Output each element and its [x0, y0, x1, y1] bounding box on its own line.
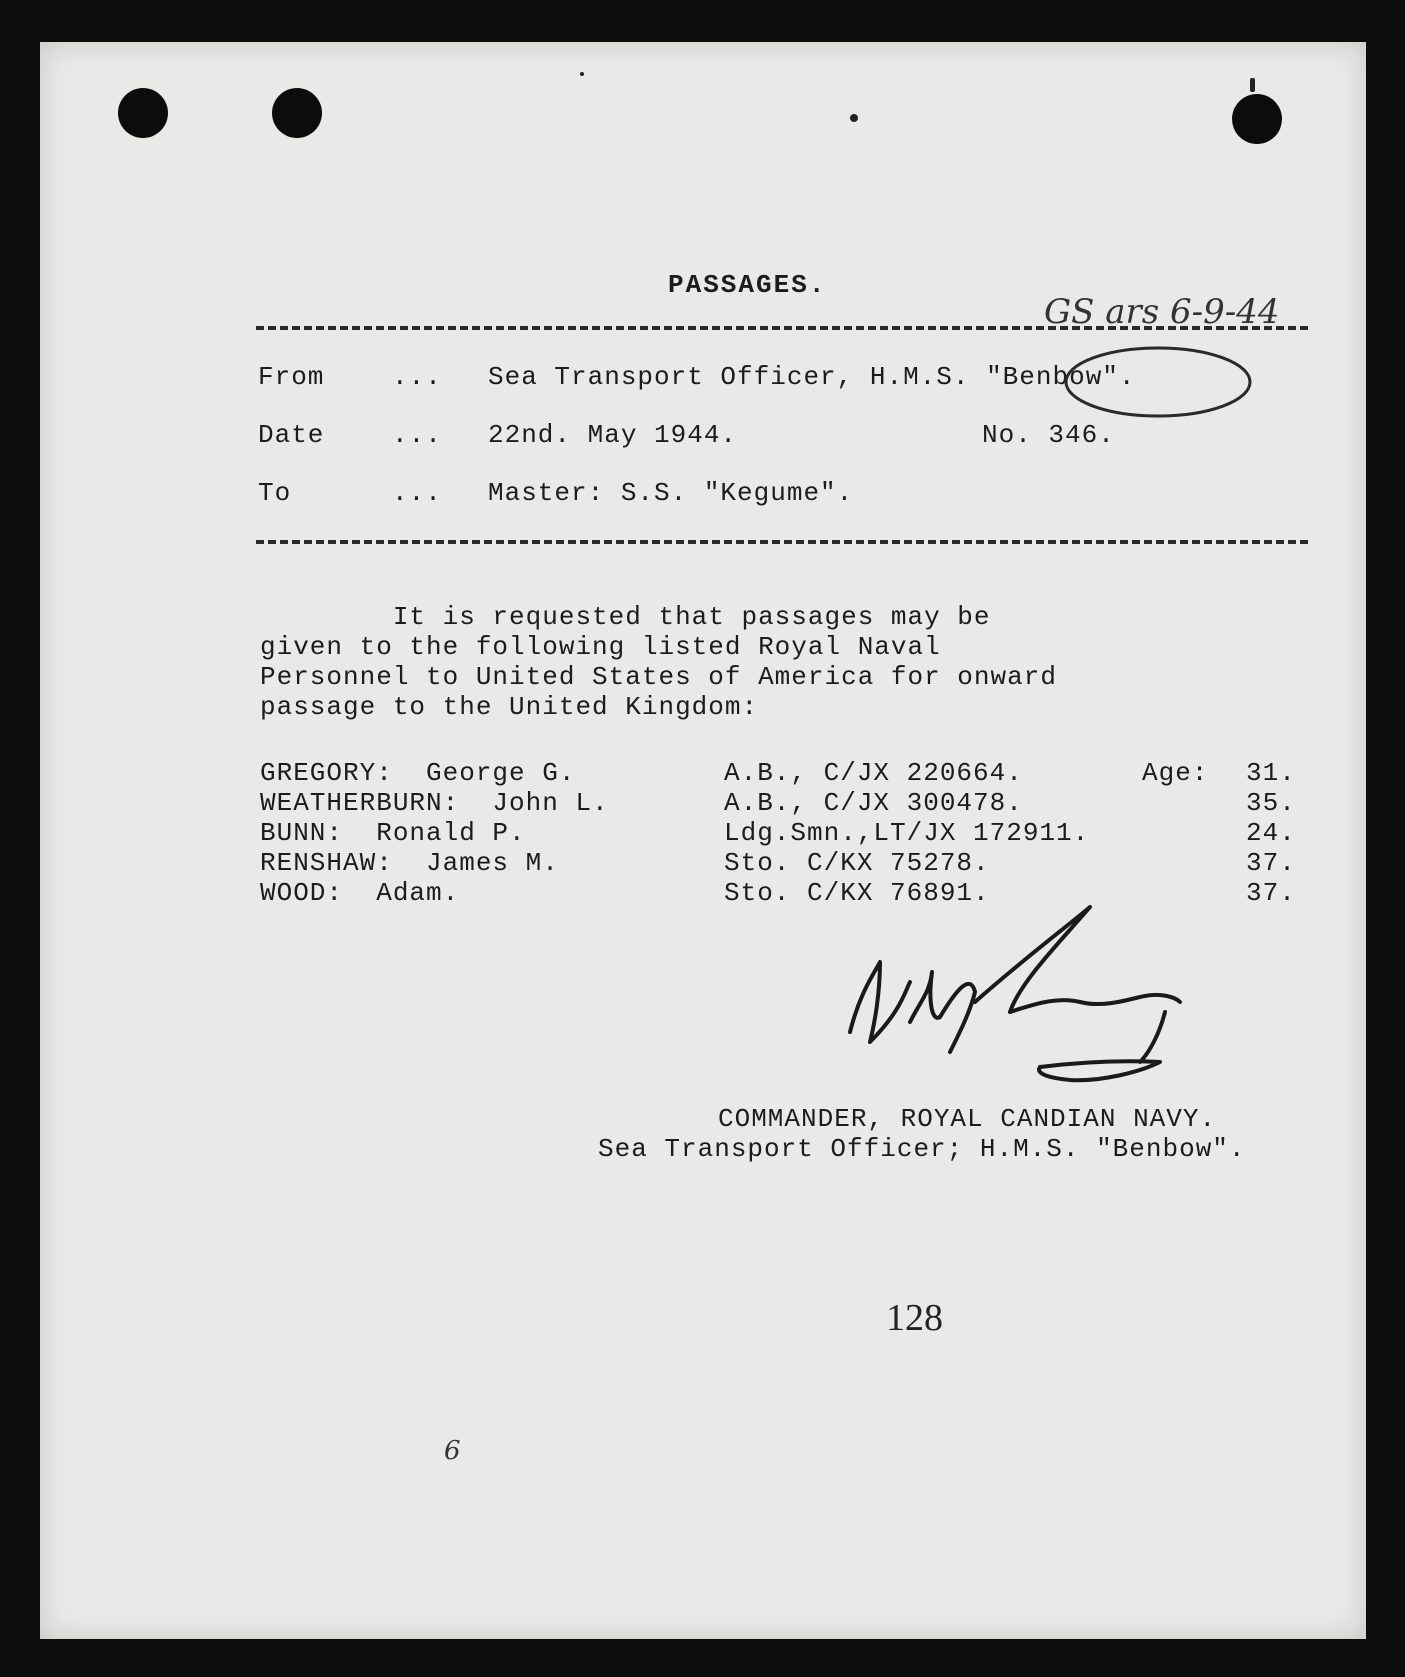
punch-hole — [272, 88, 322, 138]
top-divider — [256, 326, 1308, 330]
personnel-name: BUNN: Ronald P. — [260, 818, 526, 848]
personnel-rank: A.B., C/JX 300478. — [724, 788, 1023, 818]
margin-note: 6 — [444, 1436, 461, 1466]
personnel-age: 35. — [1246, 788, 1296, 818]
from-value: Sea Transport Officer, H.M.S. "Benbow". — [488, 362, 1136, 392]
punch-hole — [1232, 94, 1282, 144]
personnel-age: 37. — [1246, 878, 1296, 908]
from-dots: ... — [392, 362, 442, 392]
page-number: 128 — [886, 1297, 943, 1339]
personnel-name: WEATHERBURN: John L. — [260, 788, 609, 818]
document-page — [40, 42, 1366, 1639]
punch-hole — [118, 88, 168, 138]
bottom-divider — [256, 540, 1308, 544]
personnel-rank: Sto. C/KX 76891. — [724, 878, 990, 908]
age-label: Age: — [1142, 758, 1209, 788]
handwritten-annotation: GS ars 6-9-44 — [1044, 292, 1280, 332]
document-number: No. 346. — [982, 420, 1115, 450]
personnel-rank: A.B., C/JX 220664. — [724, 758, 1023, 788]
personnel-rank: Ldg.Smn.,LT/JX 172911. — [724, 818, 1090, 848]
to-value: Master: S.S. "Kegume". — [488, 478, 854, 508]
personnel-name: GREGORY: George G. — [260, 758, 576, 788]
body-line: given to the following listed Royal Naval — [260, 632, 941, 662]
circle-mark — [1058, 338, 1258, 426]
personnel-name: WOOD: Adam. — [260, 878, 460, 908]
personnel-age: 31. — [1246, 758, 1296, 788]
body-line: passage to the United Kingdom: — [260, 692, 759, 722]
personnel-rank: Sto. C/KX 75278. — [724, 848, 990, 878]
signature-icon — [820, 902, 1240, 1102]
personnel-age: 37. — [1246, 848, 1296, 878]
signatory-title: COMMANDER, ROYAL CANDIAN NAVY. — [718, 1104, 1217, 1134]
document-title: PASSAGES. — [668, 270, 827, 300]
to-dots: ... — [392, 478, 442, 508]
body-line: It is requested that passages may be — [260, 602, 991, 632]
personnel-name: RENSHAW: James M. — [260, 848, 559, 878]
from-label: From — [258, 362, 325, 392]
date-dots: ... — [392, 420, 442, 450]
to-label: To — [258, 478, 292, 508]
signatory-office: Sea Transport Officer; H.M.S. "Benbow". — [598, 1134, 1246, 1164]
date-label: Date — [258, 420, 325, 450]
date-value: 22nd. May 1944. — [488, 420, 738, 450]
personnel-age: 24. — [1246, 818, 1296, 848]
body-line: Personnel to United States of America for onward — [260, 662, 1057, 692]
